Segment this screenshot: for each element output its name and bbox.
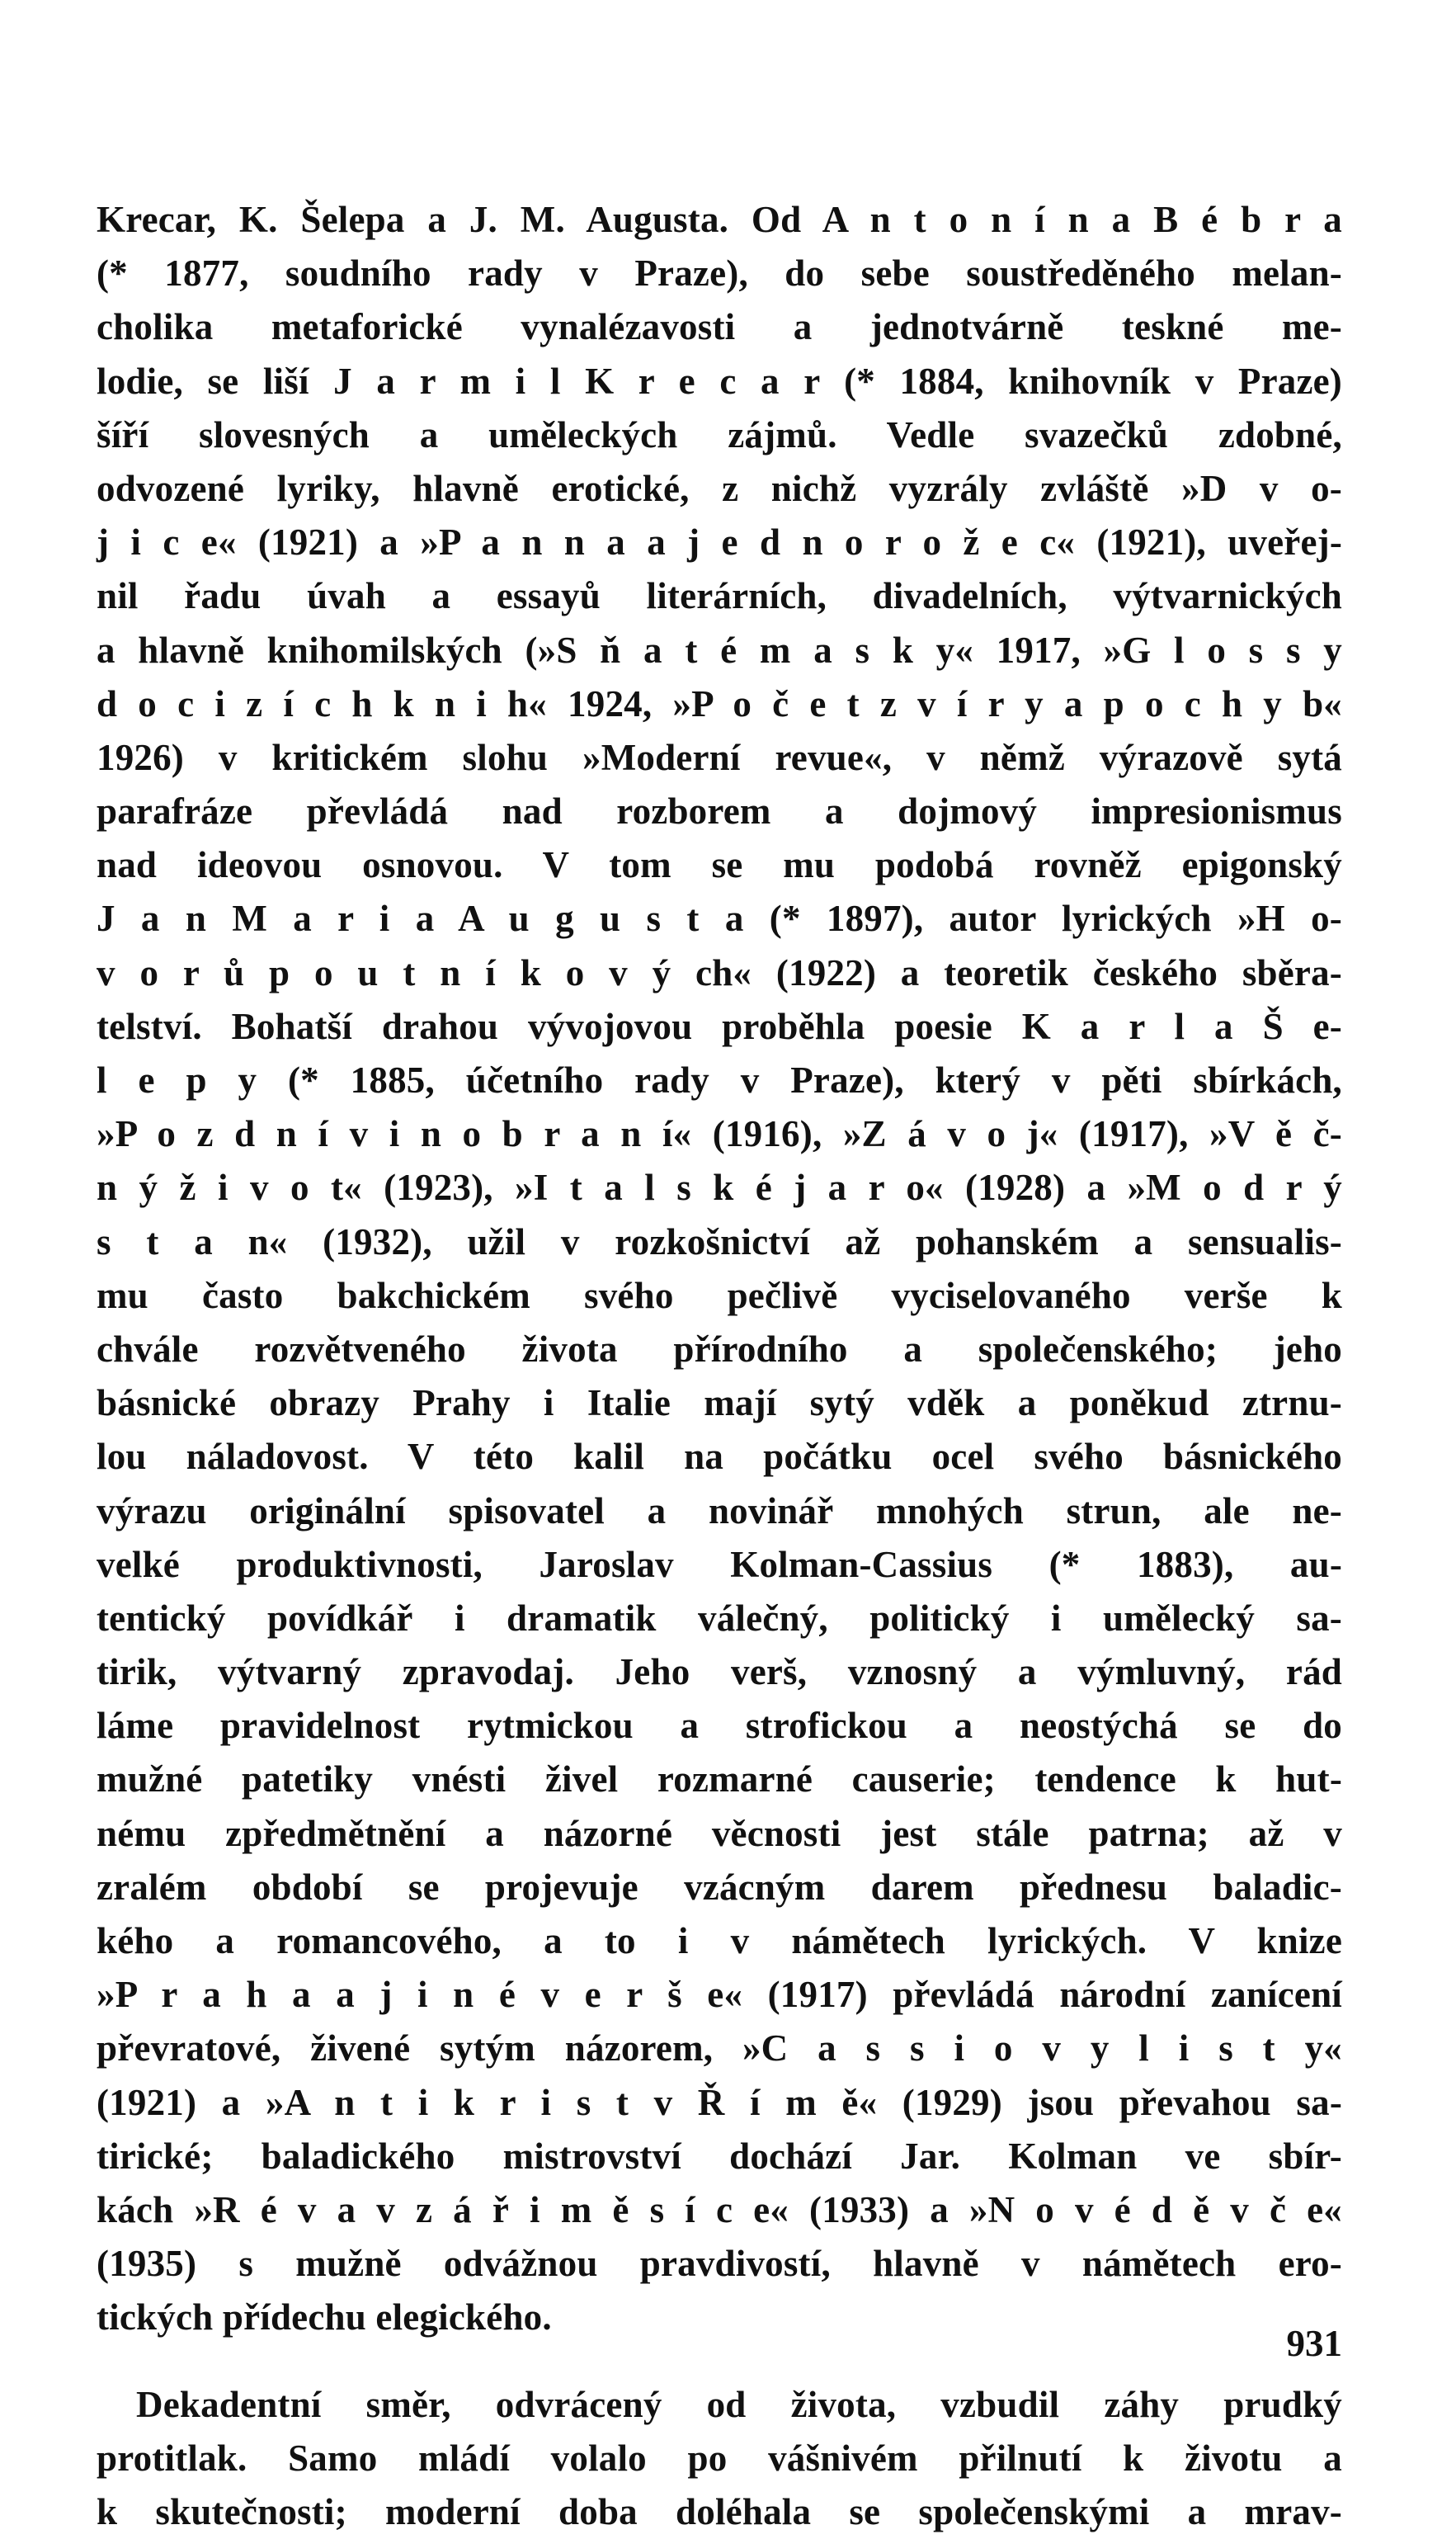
text-line: tirické; baladického mistrovství dochází Jar. Kolman ve sbír- (97, 2130, 1342, 2183)
text-line: j i c e« (1921) a »P a n n a a j e d n o r o ž e c« (1921), uveřej- (97, 516, 1342, 569)
text-line: (1921) a »A n t i k r i s t v Ř í m ě« (1929) jsou převahou sa- (97, 2076, 1342, 2130)
text-line: zralém období se projevuje vzácným darem přednesu baladic- (97, 1861, 1342, 1914)
text-line: 1926) v kritickém slohu »Moderní revue«, v němž výrazově sytá (97, 731, 1342, 785)
text-line: kého a romancového, a to i v námětech lyrických. V knize (97, 1914, 1342, 1968)
text-column (97, 193, 1342, 2539)
text-line: nad ideovou osnovou. V tom se mu podobá rovněž epigonský (97, 838, 1342, 892)
text-line: v o r ů p o u t n í k o v ý ch« (1922) a teoretik českého sběra- (97, 946, 1342, 1000)
text-line: Krecar, K. Šelepa a J. M. Augusta. Od A n t o n í n a B é b r a (97, 193, 1342, 247)
text-line: tirik, výtvarný zpravodaj. Jeho verš, vznosný a výmluvný, rád (97, 1645, 1342, 1699)
text-line: mu často bakchickém svého pečlivě vyciselovaného verše k (97, 1269, 1342, 1323)
text-line: J a n M a r i a A u g u s t a (* 1897), autor lyrických »H o- (97, 892, 1342, 946)
text-line: a hlavně knihomilských (»S ň a t é m a s k y« 1917, »G l o s s y (97, 624, 1342, 677)
text-line: nému zpředmětnění a názorné věcnosti jest stále patrna; až v (97, 1807, 1342, 1861)
page-number: 931 (1248, 2319, 1342, 2368)
text-line: (* 1877, soudního rady v Praze), do sebe soustředěného melan- (97, 247, 1342, 300)
text-line: lodie, se liší J a r m i l K r e c a r (* 1884, knihovník v Praze) (97, 355, 1342, 408)
text-line: n ý ž i v o t« (1923), »I t a l s k é j a r o« (1928) a »M o d r ý (97, 1161, 1342, 1215)
text-line: l e p y (* 1885, účetního rady v Praze), který v pěti sbírkách, (97, 1054, 1342, 1107)
text-line: velké produktivnosti, Jaroslav Kolman-Cassius (* 1883), au- (97, 1538, 1342, 1592)
paragraph-gap (97, 2345, 1342, 2378)
text-line: (1935) s mužně odvážnou pravdivostí, hlavně v námětech ero- (97, 2237, 1342, 2291)
text-line: lou náladovost. V této kalil na počátku ocel svého básnického (97, 1430, 1342, 1484)
text-line: tických přídechu elegického. (97, 2291, 1342, 2344)
text-line: parafráze převládá nad rozborem a dojmový impresionismus (97, 785, 1342, 838)
text-line: nil řadu úvah a essayů literárních, divadelních, výtvarnických (97, 569, 1342, 623)
text-line: d o c i z í c h k n i h« 1924, »P o č e t z v í r y a p o c h y b« (97, 677, 1342, 731)
text-line: s t a n« (1932), užil v rozkošnictví až pohanském a sensualis- (97, 1215, 1342, 1269)
text-line: láme pravidelnost rytmickou a strofickou a neostýchá se do (97, 1699, 1342, 1753)
text-line: Dekadentní směr, odvrácený od života, vzbudil záhy prudký (97, 2378, 1342, 2432)
text-line: chvále rozvětveného života přírodního a společenského; jeho (97, 1323, 1342, 1376)
text-line: převratové, živené sytým názorem, »C a s s i o v y l i s t y« (97, 2022, 1342, 2075)
text-line: protitlak. Samo mládí volalo po vášnivém přilnutí k životu a (97, 2432, 1342, 2485)
text-line: básnické obrazy Prahy i Italie mají sytý vděk a poněkud ztrnu- (97, 1376, 1342, 1430)
text-line: k skutečnosti; moderní doba doléhala se společenskými a mrav- (97, 2485, 1342, 2539)
text-line: telství. Bohatší drahou vývojovou proběhla poesie K a r l a Š e- (97, 1000, 1342, 1054)
text-line: odvozené lyriky, hlavně erotické, z nichž vyzrály zvláště »D v o- (97, 462, 1342, 516)
text-line: kách »R é v a v z á ř i m ě s í c e« (1933) a »N o v é d ě v č e« (97, 2183, 1342, 2237)
paragraph-1 (97, 193, 1342, 2345)
paragraph-2 (97, 2378, 1342, 2539)
text-line: šíří slovesných a uměleckých zájmů. Vedle svazečků zdobné, (97, 408, 1342, 462)
text-line: výrazu originální spisovatel a novinář mnohých strun, ale ne- (97, 1484, 1342, 1538)
text-line: »P r a h a a j i n é v e r š e« (1917) převládá národní zanícení (97, 1968, 1342, 2022)
text-line: »P o z d n í v i n o b r a n í« (1916), »Z á v o j« (1917), »V ě č- (97, 1107, 1342, 1161)
text-line: mužné patetiky vnésti živel rozmarné causerie; tendence k hut- (97, 1753, 1342, 1806)
text-line: cholika metaforické vynalézavosti a jednotvárně teskné me- (97, 300, 1342, 354)
text-line: tentický povídkář i dramatik válečný, politický i umělecký sa- (97, 1592, 1342, 1645)
